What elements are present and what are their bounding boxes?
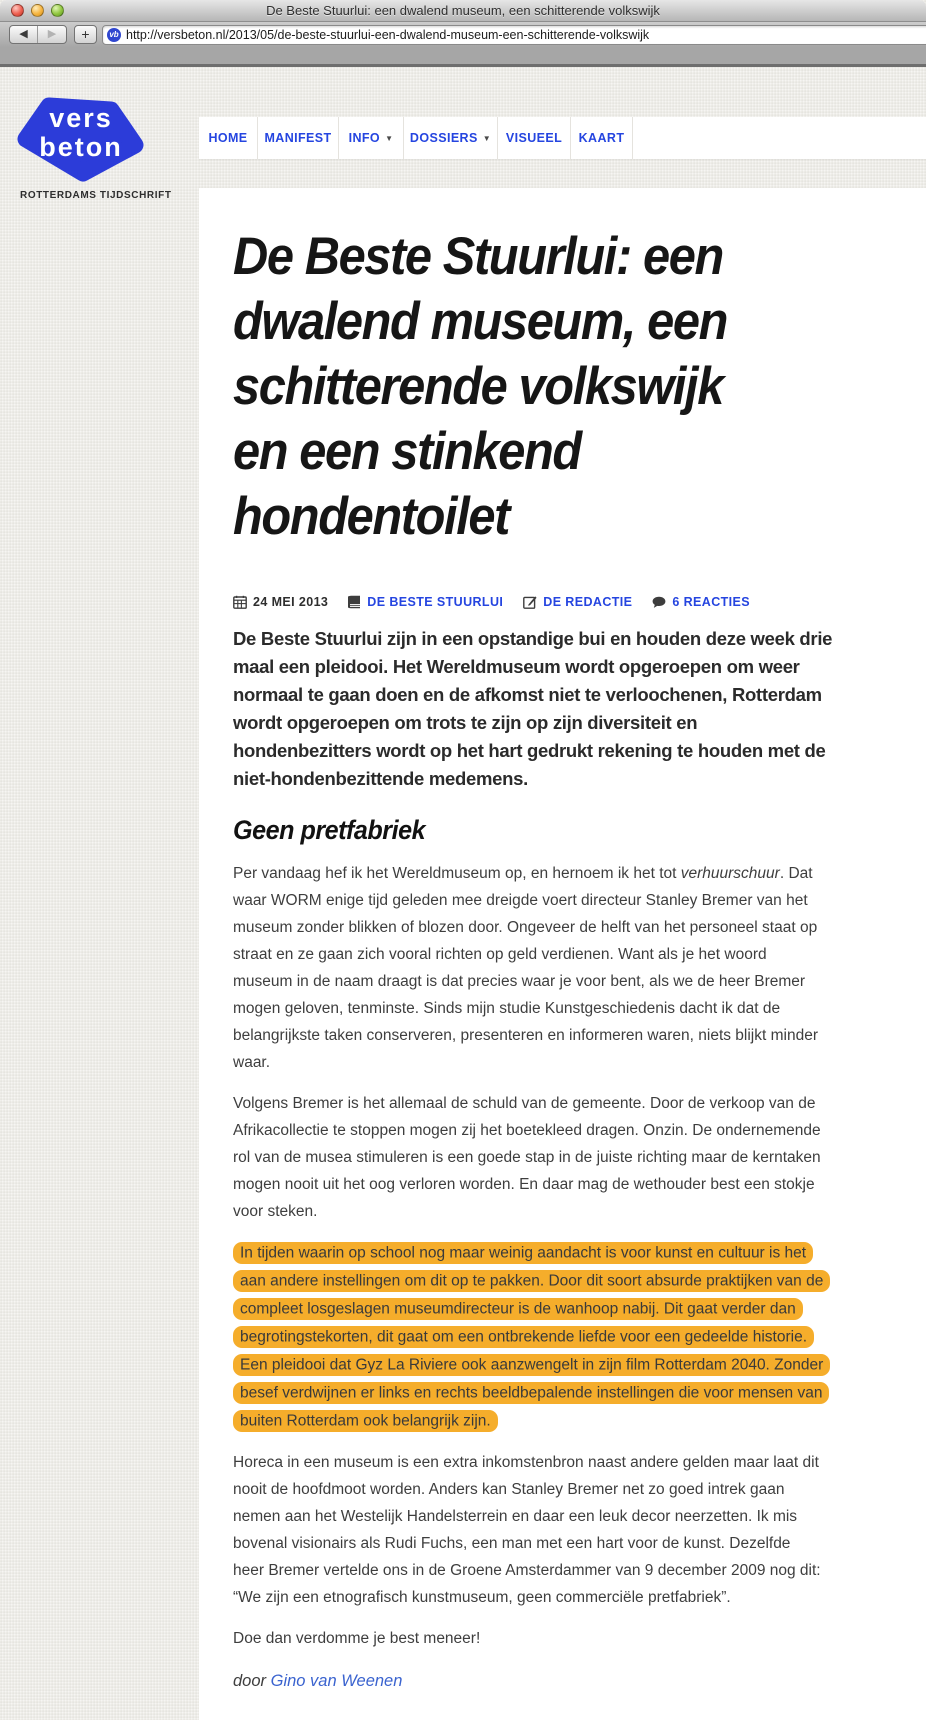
nav-item-home[interactable] xyxy=(199,117,258,159)
address-bar[interactable] xyxy=(102,25,926,45)
logo-line2: beton xyxy=(39,132,123,162)
back-button[interactable]: ◀ xyxy=(10,26,38,43)
nav-item-info[interactable] xyxy=(339,117,404,159)
forward-button[interactable]: ▶ xyxy=(47,28,57,40)
url-text: http://versbeton.nl/2013/05/de-beste-stuurlui-een-dwalend-museum-een-schitterende-volkswijk xyxy=(126,28,650,42)
publish-date xyxy=(233,595,328,609)
minimize-button[interactable] xyxy=(31,4,44,17)
chrome-bottom-strip xyxy=(0,48,926,67)
logo-line1: vers xyxy=(49,103,113,133)
browser-toolbar xyxy=(0,22,926,48)
edit-icon xyxy=(523,595,537,609)
comments-link[interactable] xyxy=(652,595,750,609)
byline xyxy=(233,1672,832,1691)
title-line: en een stinkend xyxy=(233,422,581,481)
window-title: De Beste Stuurlui: een dwalend museum, een schitterende volkswijk xyxy=(266,3,660,18)
author-link[interactable] xyxy=(523,595,632,609)
byline-author-link[interactable]: Gino van Weenen xyxy=(270,1672,403,1690)
title-line: dwalend museum, een xyxy=(233,292,728,351)
nav-item-label: INFO xyxy=(348,131,381,145)
nav-item-kaart[interactable] xyxy=(571,117,633,159)
site-tagline: ROTTERDAMS TIJDSCHRIFT xyxy=(20,190,172,201)
nav-item-label: MANIFEST xyxy=(264,131,332,145)
category-link-label: DE BESTE STUURLUI xyxy=(367,595,504,609)
paragraph-3-highlighted xyxy=(233,1239,825,1435)
title-line: De Beste Stuurlui: een xyxy=(233,227,723,286)
site-logo[interactable] xyxy=(10,90,172,201)
close-button[interactable] xyxy=(11,4,24,17)
comment-icon xyxy=(652,596,666,609)
title-line: schitterende volkswijk xyxy=(233,357,723,416)
paragraph-italic-text: verhuurschuur xyxy=(680,865,780,882)
browser-chrome xyxy=(0,0,926,70)
nav-item-label: KAART xyxy=(578,131,625,145)
logo-wordmark xyxy=(10,104,152,162)
calendar-icon xyxy=(233,595,247,609)
article-intro: De Beste Stuurlui zijn in een opstandige bui en houden deze week drie maal een pleidooi. Het Wereldmuseum wordt opgeroepen om weer normaal te gaan doen en de afkomst niet te verloochenen, Rotterdam wordt opgeroepen om trots te zijn op zijn diversiteit en hondenbezitters wordt op het hart gedrukt rekening te houden met de niet-hondenbezittende medemens. xyxy=(233,628,833,789)
highlighted-text: In tijden waarin op school nog maar weinig aandacht is voor kunst en cultuur is het aan andere instellingen om dit op te pakken. Door dit soort absurde praktijken van de compleet losgeslagen museumdirecteur is de wanhoop nabij. Dit gaat verder dan begrotingstekorten, dit gaat om een ontbrekende liefde voor een gedeelde historie. Een pleidooi dat Gyz La Riviere ook aanzwengelt in zijn film Rotterdam 2040. Zonder besef verdwijnen er links en rechts beeldbepalende instellingen die voor mensen van buiten Rotterdam ook belangrijk zijn. xyxy=(233,1242,830,1432)
window-titlebar xyxy=(0,0,926,22)
site-favicon: vb xyxy=(107,28,121,42)
chevron-down-icon: ▼ xyxy=(482,133,492,143)
zoom-button[interactable] xyxy=(51,4,64,17)
paragraph-1 xyxy=(233,860,825,1076)
new-tab-button[interactable]: + xyxy=(74,25,97,44)
paragraph-5: Doe dan verdomme je best meneer! xyxy=(233,1630,481,1647)
nav-item-dossiers[interactable] xyxy=(404,117,498,159)
byline-prefix: door xyxy=(233,1672,267,1690)
book-icon xyxy=(348,595,361,609)
article-meta xyxy=(233,595,832,609)
main-nav xyxy=(199,117,926,159)
nav-item-manifest[interactable] xyxy=(258,117,339,159)
paragraph-text: . Dat waar WORM enige tijd geleden mee dreigde voert directeur Stanley Bremer van het museum zonder blikken of blozen door. Ongeveer de helft van het personeel staat op straat en ze gaan zich vooral richten op geld verdienen. Want als je het woord museum in de naam draagt is dat precies waar je voor bent, als we de heer Bremer mogen geloven, tenminste. Sinds mijn studie Kunstgeschiedenis dacht ik dat de belangrijkste taken conserveren, presenteren en informeren waren, niets blijkt minder waar. xyxy=(233,865,818,1071)
nav-item-label: VISUEEL xyxy=(505,131,563,145)
paragraph-4: Horeca in een museum is een extra inkomstenbron naast andere gelden maar laat dit nooit de hoofdmoot worden. Anders kan Stanley Bremer net zo goed intrek gaan nemen aan het Westelijk Handelsterrein en daar een leuk decor neerzetten. Ik mis bovenal visionairs als Rudi Fuchs, een man met een hart voor de kunst. Dezelfde heer Bremer vertelde ons in de Groene Amsterdammer van 9 december 2009 nog dit: “We zijn een etnografisch kunstmuseum, geen commerciële pretfabriek”. xyxy=(233,1454,821,1606)
title-line: hondentoilet xyxy=(233,487,509,546)
article-content xyxy=(199,188,926,1720)
nav-item-label: HOME xyxy=(208,131,248,145)
category-link[interactable] xyxy=(348,595,503,609)
paragraph-text: Per vandaag hef ik het Wereldmuseum op, en hernoem ik het tot xyxy=(233,865,681,882)
publish-date-text: 24 MEI 2013 xyxy=(253,595,329,609)
section-heading: Geen pretfabriek xyxy=(233,815,426,845)
author-link-label: DE REDACTIE xyxy=(543,595,633,609)
page-title xyxy=(233,224,832,549)
paragraph-2: Volgens Bremer is het allemaal de schuld van de gemeente. Door de verkoop van de Afrikacollectie te stoppen mogen zij het boetekleed dragen. Onzin. De ondernemende rol van de musea stimuleren is een goede stap in de juiste richting maar de kerntaken mogen nooit uit het oog verloren worden. En daar mag de wethouder best een stokje voor steken. xyxy=(233,1095,821,1220)
nav-item-label: DOSSIERS xyxy=(409,131,478,145)
nav-item-visueel[interactable] xyxy=(498,117,571,159)
history-controls xyxy=(9,25,67,44)
chevron-down-icon: ▼ xyxy=(385,133,394,143)
comments-link-label: 6 REACTIES xyxy=(672,595,751,609)
